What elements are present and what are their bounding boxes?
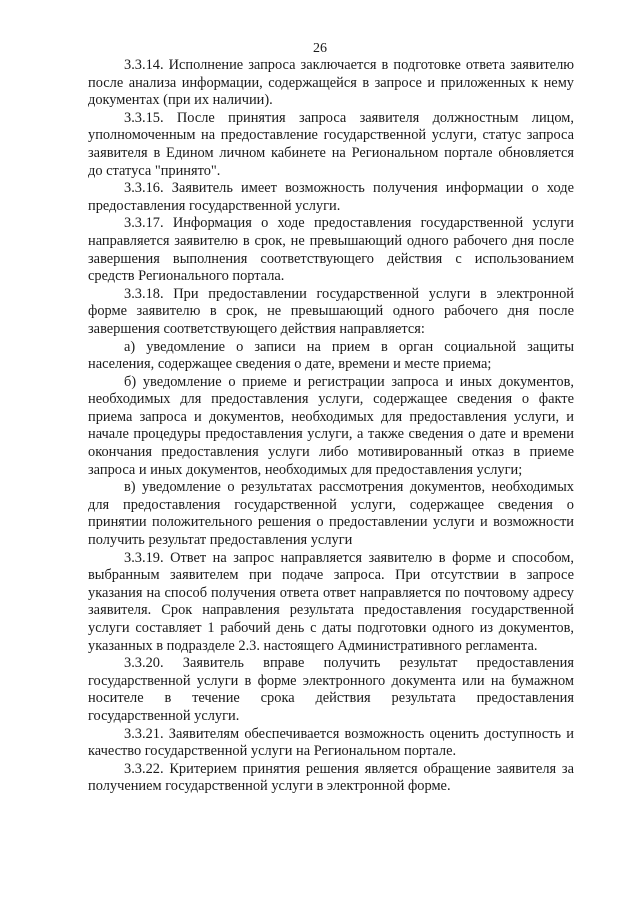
list-item-a: а) уведомление о записи на прием в орган социальной защиты населения, содержащее сведения о дате, времени и месте приема; — [88, 338, 574, 373]
paragraph-3-3-14: 3.3.14. Исполнение запроса заключается в подготовке ответа заявителю после анализа информации, содержащейся в запросе и приложенных к нему документах (при их наличии). — [88, 57, 574, 109]
list-item-v: в) уведомление о результатах рассмотрения документов, необходимых для предоставления государственной услуги, содержащее сведения о принятии положительного решения о предоставлении услуги и возможности получить результат предоставления услуги — [88, 479, 574, 549]
paragraph-3-3-16: 3.3.16. Заявитель имеет возможность получения информации о ходе предоставления государственной услуги. — [88, 180, 574, 214]
document-body — [88, 57, 574, 796]
paragraph-3-3-20: 3.3.20. Заявитель вправе получить результат предоставления государственной услуги в форме электронного документа или на бумажном носителе в течение срока действия результата предоставления государственной услуги. — [88, 655, 574, 724]
paragraph-3-3-17: 3.3.17. Информация о ходе предоставления государственной услуги направляется заявителю в срок, не превышающий одного рабочего дня после завершения выполнения соответствующего действия с использованием средств Регионального портала. — [88, 215, 574, 285]
list-item-b: б) уведомление о приеме и регистрации запроса и иных документов, необходимых для предоставления услуги, содержащее сведения о факте приема запроса и документов, необходимых для предоставления услуги, и начале процедуры предоставления услуги, а также сведения о дате и времени окончания предоставления услуги либо мотивированный отказ в приеме запроса и иных документов, необходимых для предоставления услуги; — [88, 373, 574, 478]
paragraph-3-3-22: 3.3.22. Критерием принятия решения является обращение заявителя за получением государственной услуги в электронной форме. — [88, 760, 574, 795]
page-number: 26 — [313, 41, 327, 56]
paragraph-3-3-18: 3.3.18. При предоставлении государственной услуги в электронной форме заявителю в срок, не превышающий одного рабочего дня после завершения соответствующего действия направляется: — [88, 285, 574, 337]
paragraph-3-3-15: 3.3.15. После принятия запроса заявителя должностным лицом, уполномоченным на предоставление государственной услуги, статус запроса заявителя в Едином личном кабинете на Региональном портале обновляется до статуса "принято". — [88, 109, 574, 179]
paragraph-3-3-21: 3.3.21. Заявителям обеспечивается возможность оценить доступность и качество государственной услуги на Региональном портале. — [88, 725, 574, 760]
paragraph-3-3-19: 3.3.19. Ответ на запрос направляется заявителю в форме и способом, выбранным заявителем при подаче запроса. При отсутствии в запросе указания на способ получения ответа ответ направляется по почтовому адресу заявителя. Срок направления результата предоставления государственной услуги составляет 1 рабочий день с даты подготовки одного из документов, указанных в подразделе 2.3. настоящего Административного регламента. — [88, 549, 574, 654]
